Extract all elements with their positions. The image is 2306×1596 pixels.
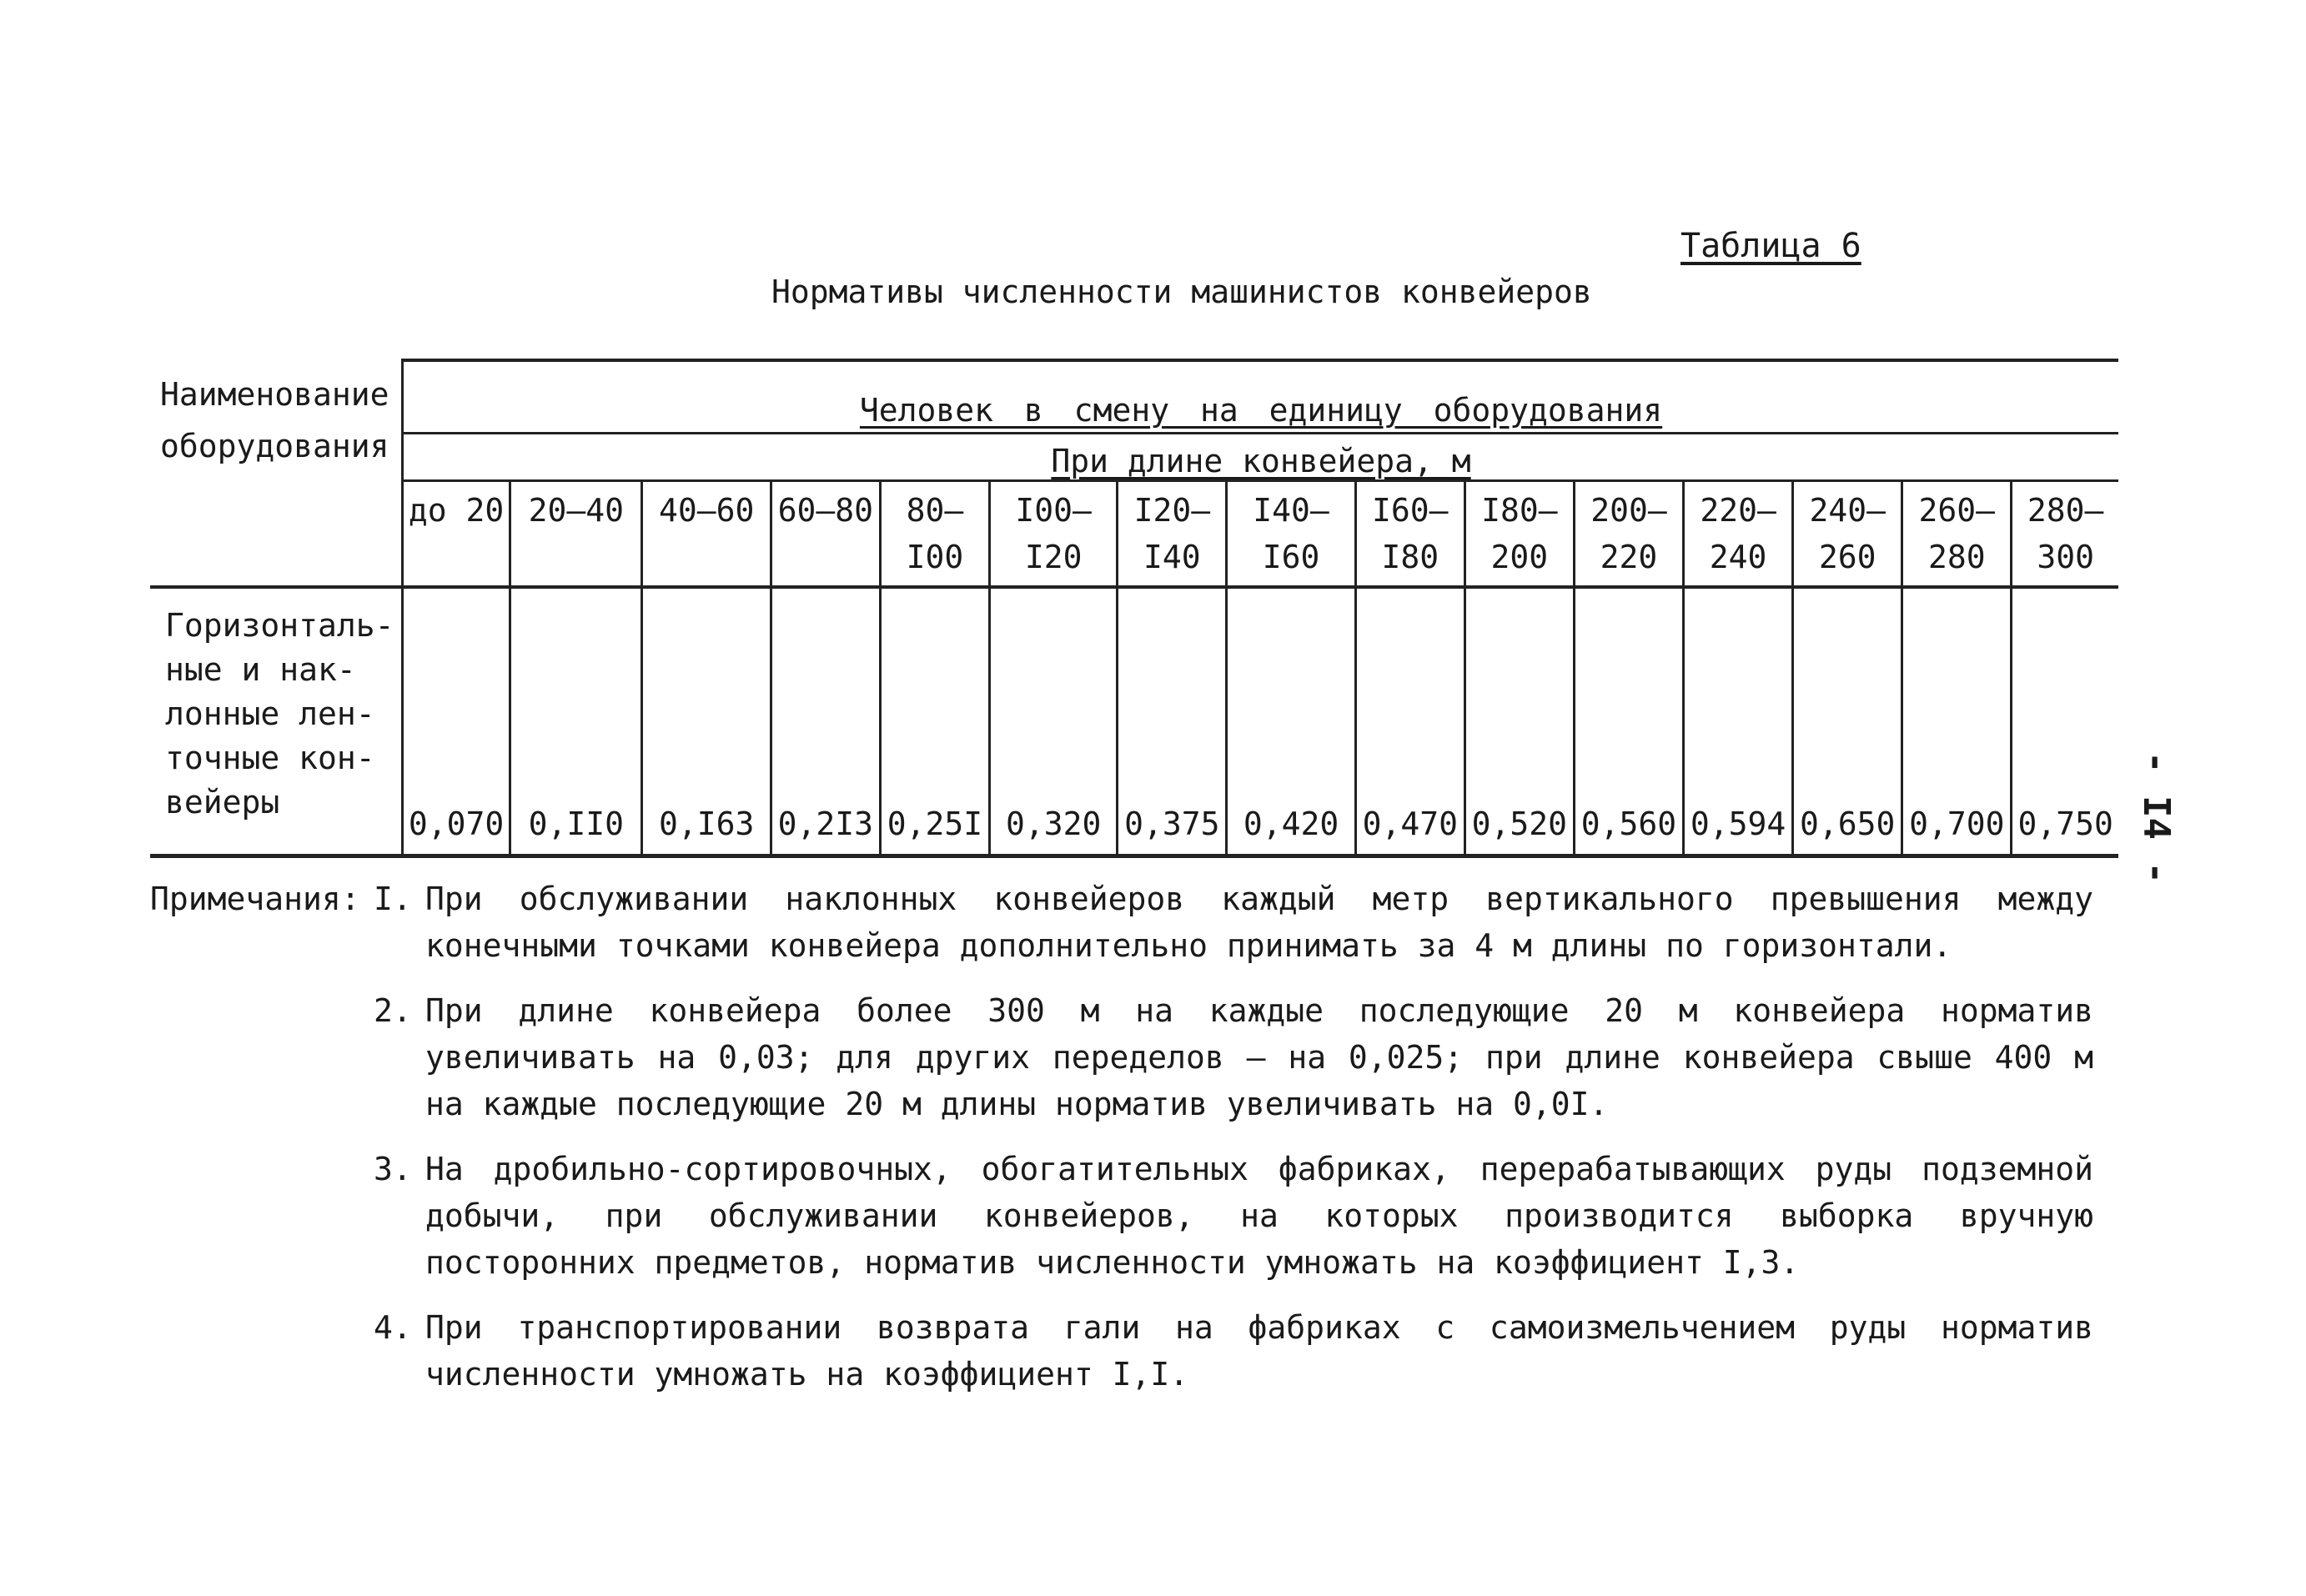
table-row [150,587,2118,856]
row-equipment-name [150,587,403,856]
table-cell: 0,I63 [642,587,771,856]
note-item [150,876,2093,969]
people-per-shift-header [403,360,2118,434]
column-header: I40– I60 [1227,481,1355,588]
column-header: 200– 220 [1574,481,1683,588]
column-header: 220– 240 [1684,481,1793,588]
table-cell: 0,650 [1793,587,1902,856]
notes-label: Примечания: [150,881,360,917]
norms-table [150,359,2118,858]
note-text: На дробильно-сортировочных, обогатительных фабриках, перерабатывающих руды подземной добычи, при обслуживании конвейеров, на которых производится выборка вручную посторонних предметов, норматив численности умножать на коэффициент I,3. [425,1151,2093,1281]
note-text: При транспортировании возврата гали на фабриках с самоизмельчением руды норматив численности умножать на коэффициент I,I. [425,1309,2093,1393]
table-cell: 0,375 [1118,587,1227,856]
equipment-name-header [150,360,403,587]
people-per-shift-header-text: Человек в смену на единицу оборудования [859,392,1663,429]
table-cell: 0,560 [1574,587,1683,856]
length-columns-row [150,481,2118,588]
equipment-name-header-text: Наименование оборудования [160,376,389,464]
table-cell: 0,470 [1355,587,1464,856]
table-cell: 0,750 [2012,587,2118,856]
table-cell: 0,420 [1227,587,1355,856]
note-indent [150,987,374,1127]
note-item [150,1304,2093,1398]
column-header: 260– 280 [1902,481,2012,588]
table-cell: 0,070 [403,587,510,856]
column-header: до 20 [403,481,510,588]
page-number: - I4 - [2135,750,2178,884]
table-cell: 0,700 [1902,587,2012,856]
column-header: I20– I40 [1118,481,1227,588]
table-cell: 0,25I [880,587,989,856]
table-cell: 0,594 [1684,587,1793,856]
table-title: Нормативы численности машинистов конвейеров [771,274,1592,310]
note-item [150,1146,2093,1286]
table-cell: 0,520 [1464,587,1574,856]
note-item [150,987,2093,1127]
note-number: 3. [374,1151,412,1187]
note-number: 2. [374,992,412,1029]
column-header: I00– I20 [990,481,1118,588]
note-number: 4. [374,1309,412,1346]
column-header: 240– 260 [1793,481,1902,588]
column-header: I60– I80 [1355,481,1464,588]
table-cell: 0,II0 [510,587,642,856]
table-label: Таблица 6 [1681,227,1861,265]
note-indent [150,1304,374,1398]
notes-section [150,876,2093,1416]
note-number: I. [374,881,412,917]
column-header: 20–40 [510,481,642,588]
conveyor-length-header-text: При длине конвейера, м [1051,443,1471,479]
column-header: 40–60 [642,481,771,588]
column-header: 80– I00 [880,481,989,588]
table-cell: 0,320 [990,587,1118,856]
column-header: 60–80 [771,481,880,588]
note-text: При обслуживании наклонных конвейеров каждый метр вертикального превышения между конечными точками конвейера дополнительно принимать за 4 м длины по горизонтали. [425,881,2093,964]
column-header: 280– 300 [2012,481,2118,588]
table-cell: 0,2I3 [771,587,880,856]
note-text: При длине конвейера более 300 м на каждые последующие 20 м конвейера норматив увеличивать на 0,03; для других переделов – на 0,025; при длине конвейера свыше 400 м на каждые последующие 20 м длины норматив увеличивать на 0,0I. [425,992,2093,1122]
conveyor-length-header [403,434,2118,481]
column-header: I80– 200 [1464,481,1574,588]
note-indent [150,1146,374,1286]
row-equipment-name-text: Горизонталь- ные и нак- лонные лен- точные кон- вейеры [165,607,394,821]
